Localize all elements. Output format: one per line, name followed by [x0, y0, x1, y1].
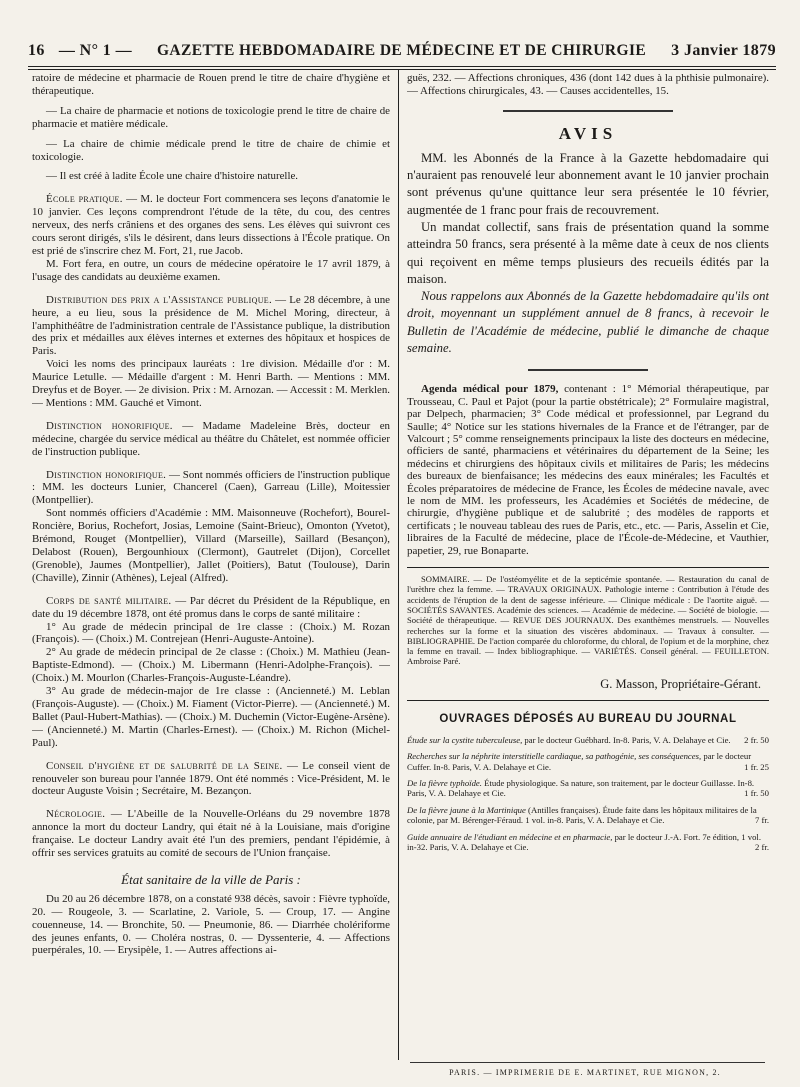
book-entry: Recherches sur la néphrite interstitielle cardiaque, sa pathogénie, ses conséquences, par le docteur Cuffer. In-8. Paris, V. A. Delahaye et Cie. 1 fr. 25	[407, 751, 769, 772]
paragraph-histoire: — Il est créé à ladite École une chaire d'histoire naturelle.	[46, 170, 299, 183]
etat-sanitaire-text: Du 20 au 26 décembre 1878, on a constaté 938 décès, savoir : Fièvre typhoïde, 20. — Rougeole, 3. — Scarlatine, 2. Variole, 5. — Croup, 17. — Angine couenneuse, 14. — Bronchite, 50. — Pneumonie, 86. — Diarrhée cholériforme des jeunes enfants, 0. — Choléra nostras, 0. — Dyssenterie, 4. — Affections puerpérales, 10. — Erysipèle, 1. — Autres affections ai-	[32, 892, 390, 957]
book-entry: Étude sur la cystite tuberculeuse, par le docteur Guébhard. In-8. Paris, V. A. Delahaye et Cie. 2 fr. 50	[407, 734, 769, 745]
paragraph-ecole-2: M. Fort fera, en outre, un cours de médecine opératoire le 17 avril 1879, à l'usage des candidats au deuxième examen.	[32, 257, 390, 283]
paragraph-chimie: — La chaire de chimie médicale prend le titre de chaire de chimie et toxicologie.	[32, 137, 390, 163]
agenda-paragraph: Agenda médical pour 1879, contenant : 1° Mémorial thérapeutique, par Trousseau, C. Paul et Pajot (pour la partie obstétricale); 2° Formulaire magistral, par Delpech, pharmacien; 3° Code médical et professionnel, par Legrand du Saulle; 4° Notice sur les stations hivernales de la France et de l'étranger, par de Valcourt ; 5° comme renseignements principaux la liste des docteurs en médecine, officiers de santé, pharmaciens et vétérinaires du département de la Seine; les médecins et chirurgiens des hôpitaux civils et militaires de Paris; les médecins des bureaux de bienfaisance; les médecins des eaux minérales; les Facultés et Écoles préparatoires de médecine de France, les Écoles de médecine navale, avec le nom de MM. les professeurs, les Académies et Sociétés de médecine, de chirurgie, d'hygiène publique et de salubrité ; des modèles de rapports et certificats ; le nouveau tableau des rues de Paris, etc., etc. — Paris, Asselin et Cie, libraires de la Faculté de médecine, place de l'École-de-Médecine, et Vauthier, papetier, 29, rue Bonaparte.	[407, 383, 769, 557]
page-header	[28, 38, 776, 60]
book-entry: De la fièvre jaune à la Martinique (Antilles françaises). Étude faite dans les hôpitaux militaires de la colonie, par M. Bérenger-Féraud. 1 vol. in-8. Paris, V. A. Delahaye et Cie. 7 fr.	[407, 804, 769, 826]
paragraph-grade-2: 2° Au grade de médecin principal de 2e classe : (Choix.) M. Mathieu (Jean-Baptiste-Edmond). — (Choix.) M. Libermann (Henri-Adolphe-François). — (Choix.) M. Mourlon (Charles-François-Auguste-Léandre).	[32, 646, 390, 685]
section-distinction-1: Distinction honorifique. — Madame Madeleine Brès, docteur en médecine, chargée du service médical au théâtre du Châtelet, est nommée officier de l'instruction publique.	[32, 419, 390, 458]
imprint-line: PARIS. — IMPRIMERIE DE E. MARTINET, RUE MIGNON, 2.	[449, 1068, 721, 1077]
section-heading: Conseil d'hygiène et de salubrité de la Seine.	[46, 759, 283, 772]
header-rule-2	[28, 69, 776, 70]
section-distribution-prix: Distribution des prix a l'Assistance publique. — Le 28 décembre, à une heure, a eu lieu, sous la présidence de M. Michel Moring, directeur, à l'amphithéâtre de l'administration centrale de l'Assistance publique, la distribution des prix et médailles aux élèves internes et externes des hôpitaux et hospices de Paris.	[32, 293, 390, 358]
book-price: 7 fr.	[755, 815, 769, 826]
avis-paragraph-3: Nous rappelons aux Abonnés de la Gazette hebdomadaire qu'ils ont droit, moyennant un supplément annuel de 8 francs, à recevoir le Bulletin de l'Académie de médecine, publié le dimanche de chaque semaine.	[407, 289, 769, 356]
paragraph-rouen: ratoire de médecine et pharmacie de Rouen prend le titre de chaire d'hygiène et thérapeutique.	[32, 72, 390, 97]
sommaire-block	[407, 574, 769, 667]
paragraph-grade-1: 1° Au grade de médecin principal de 1re classe : (Choix.) M. Rozan (François). — (Choix.) M. Contrejean (Henri-Auguste-Antoine).	[32, 620, 390, 646]
book-entry: Guide annuaire de l'étudiant en médecine et en pharmacie, par le docteur J.-A. Fort. 7e édition, 1 vol. in-32. Paris, V. A. Delahaye et Cie. 2 fr.	[407, 831, 769, 852]
section-corps-sante: Corps de santé militaire. — Par décret du Président de la République, en date du 19 décembre 1878, ont été promus dans le corps de santé militaire :	[32, 594, 390, 620]
section-distinction-2: Distinction honorifique. — Sont nommés officiers de l'instruction publique : MM. les docteurs Lunier, Chancerel (Caen), Garreau (Lille), Moitessier (Montpellier).	[32, 468, 390, 507]
journal-title: GAZETTE HEBDOMADAIRE DE MÉDECINE ET DE CHIRURGIE	[156, 42, 647, 59]
etat-sanitaire-continued: guës, 232. — Affections chroniques, 436 (dont 142 dues à la phthisie pulmonaire). — Affections chirurgicales, 43. — Causes accidentelles, 15.	[407, 72, 769, 97]
agenda-notice	[407, 383, 769, 557]
book-price: 2 fr.	[755, 841, 769, 852]
books-list	[407, 735, 769, 853]
header-rule	[28, 66, 776, 67]
paragraph-grade-3: 3° Au grade de médecin-major de 1re classe : (Ancienneté.) M. Leblan (François-Auguste). — (Choix.) M. Fiament (Victor-Pierre). — (Ancienneté.) M. Ballet (Paul-Hubert-Mathias). — (Choix.) M. Duchemin (Victor-Eugène-Arsène). — (Ancienneté.) M. Martin (Charles-Ernest). — (Choix.) M. Richon (Michel-Paul).	[32, 685, 390, 749]
ouvrages-title: OUVRAGES DÉPOSÉS AU BUREAU DU JOURNAL	[439, 712, 737, 725]
section-heading: Nécrologie.	[46, 808, 106, 821]
section-heading: Distinction honorifique.	[46, 419, 173, 432]
section-heading: Distinction honorifique.	[46, 468, 167, 481]
avis-title: AVIS	[558, 123, 618, 143]
issue-date: 3 Janvier 1879	[671, 42, 776, 59]
footer-rule	[410, 1062, 765, 1063]
left-column	[32, 72, 390, 1082]
ornamental-rule	[503, 110, 673, 112]
book-price: 1 fr. 50	[744, 788, 769, 799]
etat-sanitaire-title: État sanitaire de la ville de Paris :	[121, 871, 301, 887]
book-price: 2 fr. 50	[744, 734, 769, 745]
avis-notice	[407, 124, 769, 358]
page-number: 16	[28, 42, 45, 59]
column-divider	[398, 70, 399, 1060]
section-conseil-hygiene: Conseil d'hygiène et de salubrité de la Seine. — Le conseil vient de renouveler son bureau pour l'année 1879. Ont été nommés : Vice-Président, M. le docteur Auguste Voisin ; Secrétaire, M. Bezançon.	[32, 759, 390, 798]
issue-number: — N° 1 —	[58, 42, 132, 59]
section-rule	[407, 700, 769, 701]
signature-line: G. Masson, Propriétaire-Gérant.	[600, 676, 761, 691]
paragraph-officiers-academie: Sont nommés officiers d'Académie : MM. Maisonneuve (Rochefort), Bourel-Roncière, Borius, Rochefort, Josias, Lemoine (Saint-Brieuc), Omonton (Yvetot), Brémond, Rouget (Montpellier), Villard (Marseille), Saillard (Besançon), Delabost (Rouen), Bergounhioux (Clermont), Gautrelet (Dijon), Corcellet (Grenoble), Jaumes (Montpellier), Jallet (Poitiers), Batut (Toulouse), Darin (Chaville), Zinnir (Athènes), Lejeal (Alfred).	[32, 507, 390, 584]
agenda-heading: Agenda médical pour 1879,	[421, 383, 559, 396]
avis-paragraph-1: MM. les Abonnés de la France à la Gazette hebdomadaire qui n'auraient pas renouvelé leur abonnement avant le 10 janvier prochain sont prévenus qu'une quittance leur sera présentée le 10 février, augmentée de 1 franc pour frais de recouvrement.	[407, 150, 769, 217]
section-rule	[407, 567, 769, 568]
sommaire-text: SOMMAIRE. — De l'ostéomyélite et de la septicémie spontanée. — Restauration du canal de l'urèthre chez la femme. — TRAVAUX ORIGINAUX. Pathologie interne : Contribution à l'étude des accidents de l'éruption de la dent de sagesse inférieure. — Clinique médicale : De l'aortite aiguë. — SOCIÉTÉS SAVANTES. Académie des sciences. — Académie de médecine. — Société de biologie. — Société de thérapeutique. — REVUE DES JOURNAUX. Des exanthèmes menstruels. — Nouvelles recherches sur la forme et la situation des viscères abdominaux. — Travaux à consulter. — BIBLIOGRAPHIE. De l'action comparée du chloroforme, du chloral, de l'opium et de la morphine, chez la femme en travail. — Index bibliographique. — VARIÉTÉS. Conseil général. — FEUILLETON. Ambroise Paré.	[407, 574, 769, 667]
ornamental-rule	[528, 369, 648, 371]
section-heading: École pratique.	[46, 193, 123, 206]
section-ecole-pratique: École pratique. — M. le docteur Fort commencera ses leçons d'anatomie le 10 janvier. Ces leçons comprendront l'étude de la tête, du cou, des centres nerveux, des nerfs crâniens et des organes des sens. Les élèves qui suivront ces cours seront dirigés, s'ils le désirent, dans leurs dissections à l'École pratique. On est prié de s'inscrire chez M. Fort, 21, rue Jacob.	[32, 193, 390, 257]
paragraph-laureats: Voici les noms des principaux lauréats : 1re division. Médaille d'or : M. Maurice Letulle. — Médaille d'argent : M. Henri Barth. — Mentions : MM. Dreyfus et de Boyer. — 2e division. Prix : M. Arnozan. — Accessit : M. Merklen. — Mentions : MM. Gauché et Vimont.	[32, 358, 390, 409]
section-necrologie: Nécrologie. — L'Abeille de la Nouvelle-Orléans du 29 novembre 1878 annonce la mort du docteur Landry, qui était né à la Louisiane, mais d'origine française. Le docteur Landry avait été l'un des premiers, pendant l'épidémie, à offrir ses services gratuits au comité de secours de l'Union française.	[32, 808, 390, 860]
book-entry: De la fièvre typhoïde. Étude physiologique. Sa nature, son traitement, par le docteur Guillasse. In-8. Paris, V. A. Delahaye et Cie. 1 fr. 50	[407, 777, 769, 799]
section-heading: Corps de santé militaire.	[46, 594, 172, 607]
right-column	[407, 72, 769, 1082]
section-heading: Distribution des prix a l'Assistance publique.	[46, 293, 272, 306]
avis-paragraph-2: Un mandat collectif, sans frais de présentation quand la somme atteindra 50 francs, sera présenté à la même date à ceux de nos clients qui reçoivent en même temps plusieurs des recueils édités par la maison.	[407, 220, 769, 286]
book-price: 1 fr. 25	[744, 761, 769, 772]
paragraph-pharmacie: — La chaire de pharmacie et notions de toxicologie prend le titre de chaire de pharmacie et matière médicale.	[32, 104, 390, 130]
